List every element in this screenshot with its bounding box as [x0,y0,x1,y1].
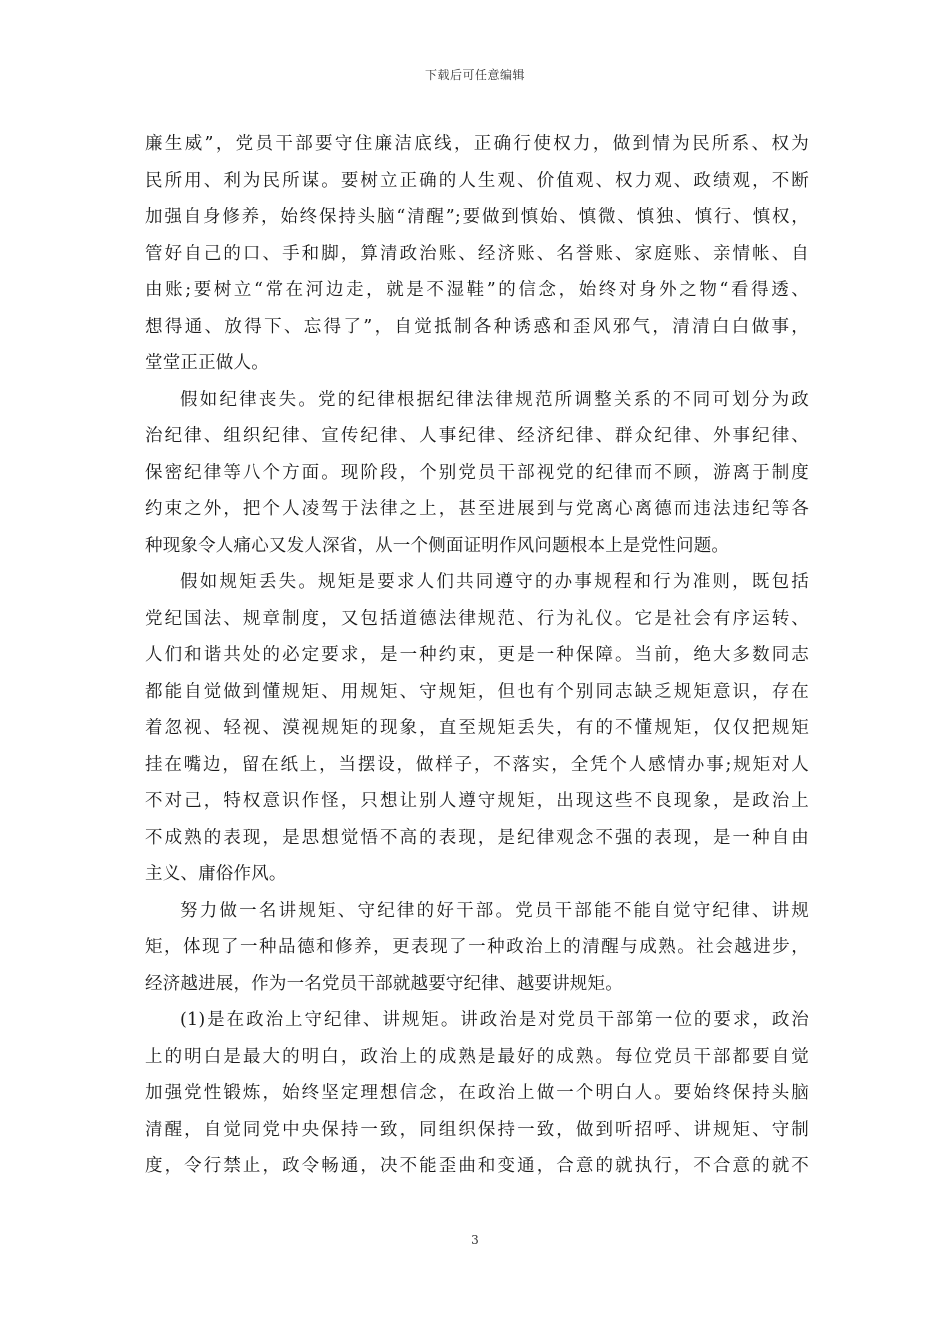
text-line: 廉生威”，党员干部要守住廉洁底线，正确行使权力，做到情为民所系、权为 [145,134,809,154]
text-line: 想得通、放得下、忘得了”，自觉抵制各种诱惑和歪风邪气，清清白白做事， [145,316,809,337]
paragraph-4 [145,1002,809,1185]
text-line: 不对己，特权意识作怪，只想让别人遵守规矩，出现这些不良现象，是政治上 [145,791,809,811]
text-line: 着忽视、轻视、漠视规矩的现象，直至规矩丢失，有的不懂规矩，仅仅把规矩 [145,718,809,738]
text-line: 度，令行禁止，政令畅通，决不能歪曲和变通，合意的就执行，不合意的就不 [145,1156,809,1176]
text-line: 由账;要树立“常在河边走，就是不湿鞋”的信念，始终对身外之物“看得透、 [145,280,809,300]
text-line: 都能自觉做到懂规矩、用规矩、守规矩，但也有个别同志缺乏规矩意识，存在 [145,681,809,702]
page-header: 下载后可任意编辑 [424,68,525,82]
text-line: 约束之外，把个人凌驾于法律之上，甚至进展到与党离心离德而违法违纪等各 [145,499,809,519]
paragraph-3 [145,893,809,1003]
text-line: 人们和谐共处的必定要求，是一种约束，更是一种保障。当前，绝大多数同志 [145,645,809,665]
paragraph-2 [145,564,809,893]
text-line: 党纪国法、规章制度，又包括道德法律规范、行为礼仪。它是社会有序运转、 [145,608,809,629]
text-line: 上的明白是最大的明白，政治上的成熟是最好的成熟。每位党员干部都要自觉 [145,1046,809,1067]
text-line: 不成熟的表现，是思想觉悟不高的表现，是纪律观念不强的表现，是一种自由 [145,827,809,848]
text-line: 管好自己的口、手和脚，算清政治账、经济账、名誉账、家庭账、亲情帐、自 [145,243,809,264]
text-line: 民所用、利为民所谋。要树立正确的人生观、价值观、权力观、政绩观，不断 [145,170,809,191]
text-line: 矩，体现了一种品德和修养，更表现了一种政治上的清醒与成熟。社会越进步， [145,937,809,957]
paragraph-1 [145,382,809,565]
text-line: 挂在嘴边，留在纸上，当摆设，做样子，不落实，全凭个人感情办事;规矩对人 [145,754,809,775]
paragraph-0 [145,126,809,382]
text-line: 加强党性锻炼，始终坚定理想信念，在政治上做一个明白人。要始终保持头脑 [145,1083,809,1103]
text-line: 保密纪律等八个方面。现阶段，个别党员干部视党的纪律而不顾，游离于制度 [145,462,809,483]
text-line: 努力做一名讲规矩、守纪律的好干部。党员干部能不能自觉守纪律、讲规 [180,900,809,921]
document-body [145,126,809,1185]
text-line: 假如规矩丢失。规矩是要求人们共同遵守的办事规程和行为准则，既包括 [180,572,809,592]
text-line: 经济越进展，作为一名党员干部就越要守纪律、越要讲规矩。 [145,973,623,994]
text-line: 堂堂正正做人。 [145,353,269,373]
text-line: 清醒，自觉同党中央保持一致，同组织保持一致，做到听招呼、讲规矩、守制 [145,1119,809,1140]
text-line: 种现象令人痛心又发人深省，从一个侧面证明作风问题根本上是党性问题。 [145,535,730,556]
text-line: 加强自身修养，始终保持头脑“清醒”;要做到慎始、慎微、慎独、慎行、慎权， [145,207,809,227]
text-line: (1)是在政治上守纪律、讲规矩。讲政治是对党员干部第一位的要求，政治 [180,1010,809,1030]
text-line: 治纪律、组织纪律、宣传纪律、人事纪律、经济纪律、群众纪律、外事纪律、 [145,426,809,446]
page-number: 3 [471,1233,479,1247]
text-line: 假如纪律丧失。党的纪律根据纪律法律规范所调整关系的不同可划分为政 [180,389,809,410]
text-line: 主义、庸俗作风。 [145,864,287,884]
